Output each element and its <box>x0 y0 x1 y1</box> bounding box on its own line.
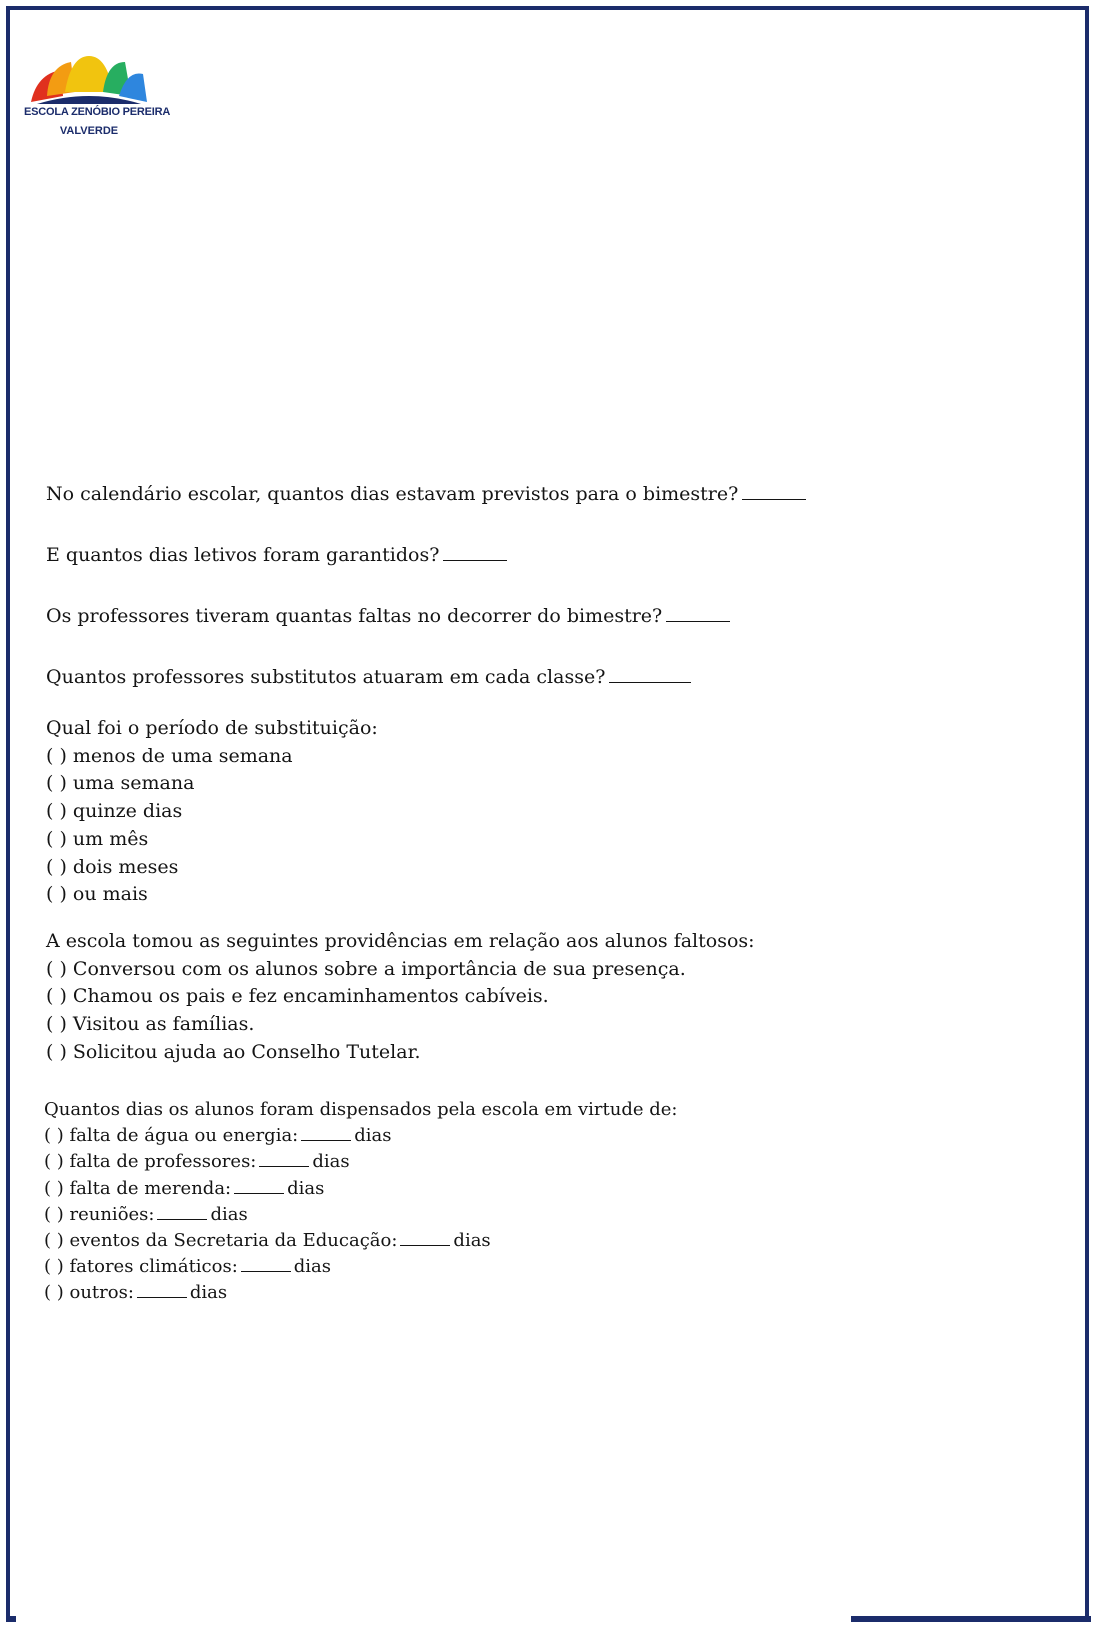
dismissal-label[interactable]: ( ) falta de merenda: <box>44 1177 232 1199</box>
dismissal-label[interactable]: ( ) reuniões: <box>44 1203 155 1225</box>
question-guaranteed-days <box>46 543 507 567</box>
question-text: Quantos professores substitutos atuaram em cada classe? <box>46 666 606 688</box>
dismissal-item <box>44 1228 677 1254</box>
bottom-rule-left <box>6 1616 16 1622</box>
dismissal-label[interactable]: ( ) falta de professores: <box>44 1151 257 1173</box>
dismissal-item <box>44 1123 677 1149</box>
measures-section <box>46 928 755 1067</box>
answer-blank[interactable] <box>400 1230 450 1246</box>
option-checkbox[interactable]: ( ) Chamou os pais e fez encaminhamentos cabíveis. <box>46 985 549 1008</box>
answer-blank[interactable] <box>259 1151 309 1167</box>
answer-blank[interactable] <box>443 543 507 561</box>
dismissal-label[interactable]: ( ) falta de água ou energia: <box>44 1125 299 1147</box>
school-city: VALVERDE <box>59 125 119 137</box>
option-checkbox[interactable]: ( ) dois meses <box>46 855 179 878</box>
option-checkbox[interactable]: ( ) Solicitou ajuda ao Conselho Tutelar. <box>46 1040 421 1063</box>
option-checkbox[interactable]: ( ) uma semana <box>46 772 195 795</box>
question-teacher-absences <box>46 604 730 628</box>
dismissal-item <box>44 1202 677 1228</box>
answer-blank[interactable] <box>234 1178 284 1194</box>
book-rainbow-icon <box>27 52 151 104</box>
question-substitute-teachers <box>46 665 691 689</box>
unit-label: dias <box>293 1256 332 1278</box>
answer-blank[interactable] <box>301 1125 351 1141</box>
answer-blank[interactable] <box>157 1204 207 1220</box>
unit-label: dias <box>189 1282 228 1304</box>
option-checkbox[interactable]: ( ) um mês <box>46 827 149 850</box>
dismissal-label[interactable]: ( ) outros: <box>44 1282 134 1304</box>
question-text: Os professores tiveram quantas faltas no decorrer do bimestre? <box>46 605 663 627</box>
option-checkbox[interactable]: ( ) quinze dias <box>46 800 183 823</box>
option-checkbox[interactable]: ( ) ou mais <box>46 883 148 906</box>
unit-label: dias <box>210 1203 248 1225</box>
section-title: Quantos dias os alunos foram dispensados pela escola em virtude de: <box>44 1099 678 1120</box>
unit-label: dias <box>354 1125 392 1147</box>
answer-blank[interactable] <box>742 482 806 500</box>
section-title: Qual foi o período de substituição: <box>46 717 378 739</box>
option-checkbox[interactable]: ( ) menos de uma semana <box>46 744 293 767</box>
unit-label: dias <box>312 1151 350 1173</box>
section-title: A escola tomou as seguintes providências em relação aos alunos faltosos: <box>46 930 755 952</box>
question-planned-days <box>46 482 806 506</box>
unit-label: dias <box>453 1230 491 1252</box>
option-checkbox[interactable]: ( ) Conversou com os alunos sobre a importância de sua presença. <box>46 957 686 980</box>
school-logo <box>24 52 171 137</box>
dismissal-item <box>44 1254 677 1280</box>
bottom-rule-right <box>851 1616 1091 1622</box>
dismissals-section <box>44 1097 677 1307</box>
option-checkbox[interactable]: ( ) Visitou as famílias. <box>46 1013 255 1036</box>
dismissal-item <box>44 1176 677 1202</box>
answer-blank[interactable] <box>241 1256 291 1272</box>
unit-label: dias <box>287 1177 325 1199</box>
substitution-section <box>46 715 378 909</box>
question-text: No calendário escolar, quantos dias estavam previstos para o bimestre? <box>46 483 739 505</box>
dismissal-item <box>44 1280 677 1306</box>
dismissal-item <box>44 1149 677 1175</box>
answer-blank[interactable] <box>137 1282 187 1298</box>
school-name: ESCOLA ZENÓBIO PEREIRA <box>24 106 171 118</box>
dismissal-label[interactable]: ( ) fatores climáticos: <box>44 1256 238 1278</box>
question-text: E quantos dias letivos foram garantidos? <box>46 544 440 566</box>
answer-blank[interactable] <box>609 665 691 683</box>
dismissal-label[interactable]: ( ) eventos da Secretaria da Educação: <box>44 1230 398 1252</box>
answer-blank[interactable] <box>666 604 730 622</box>
